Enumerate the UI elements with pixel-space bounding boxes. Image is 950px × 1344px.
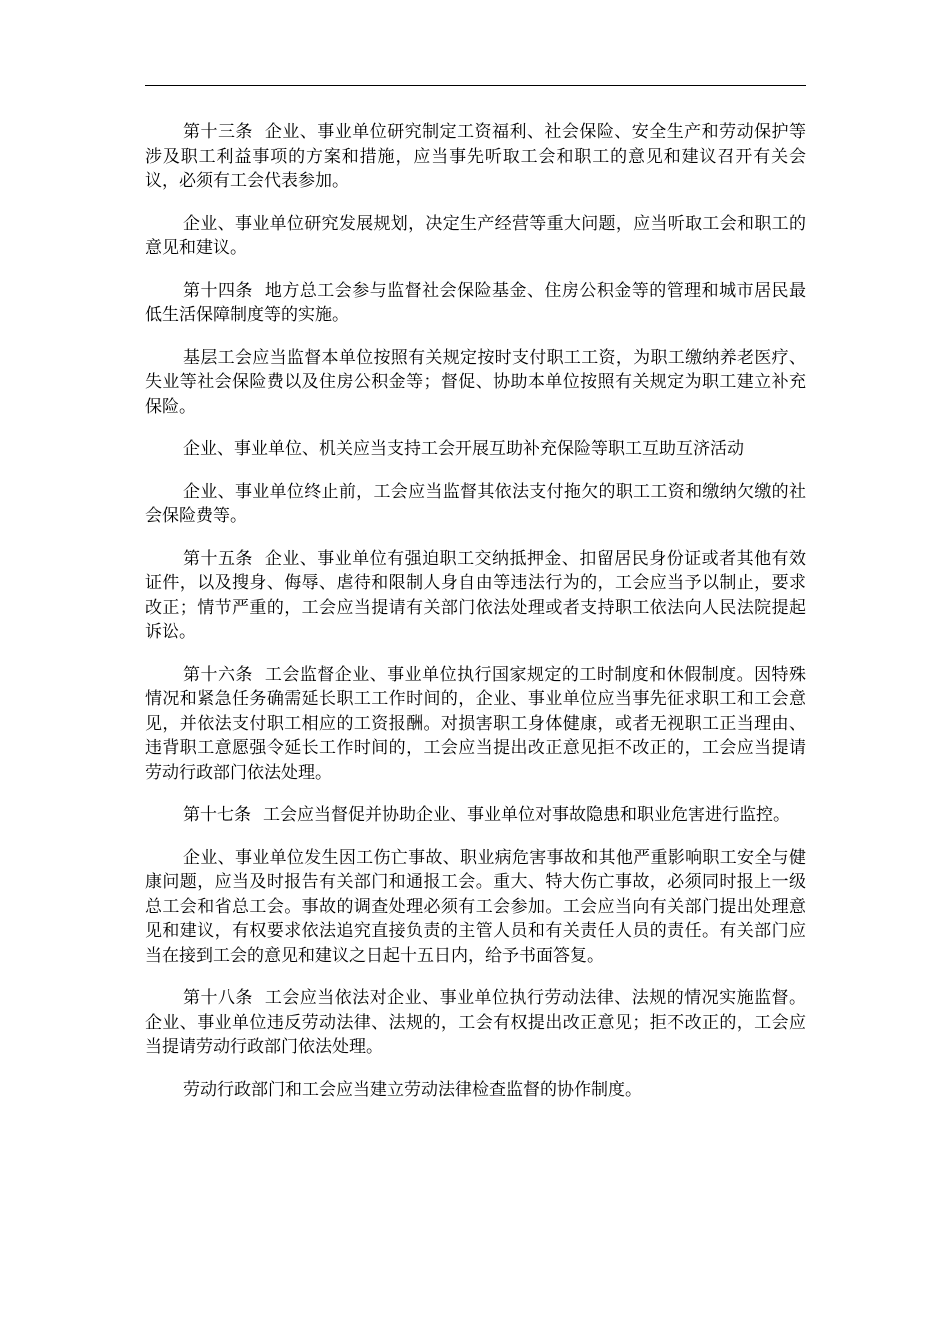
article-number: 第十七条 (183, 805, 251, 825)
article-number: 第十三条 (183, 122, 253, 142)
paragraph-text: 企业、事业单位研究发展规划，决定生产经营等重大问题，应当听取工会和职工的意见和建议。 (145, 213, 806, 258)
paragraph (145, 1078, 806, 1103)
paragraph-text: 基层工会应当监督本单位按照有关规定按时支付职工工资，为职工缴纳养老医疗、失业等社会保险费以及住房公积金等；督促、协助本单位按照有关规定为职工建立补充保险。 (145, 347, 806, 417)
header-rule (145, 85, 806, 86)
article-number: 第十六条 (183, 664, 253, 685)
paragraph (145, 986, 806, 1060)
paragraph (145, 437, 806, 462)
paragraph-text: 企业、事业单位、机关应当支持工会开展互助补充保险等职工互助互济活动 (183, 439, 744, 459)
paragraph (145, 279, 806, 328)
article-number: 第十八条 (183, 988, 253, 1008)
paragraph (145, 803, 806, 828)
paragraph (145, 212, 806, 261)
paragraph-text: 企业、事业单位有强迫职工交纳抵押金、扣留居民身份证或者其他有效证件，以及搜身、侮辱、虐待和限制人身自由等违法行为的，工会应当予以制止，要求改正；情节严重的，工会应当提请有关部门依法处理或者支持职工依法向人民法院提起诉讼。 (145, 548, 807, 642)
paragraph (145, 547, 806, 645)
paragraph (145, 346, 806, 420)
paragraph-text: 企业、事业单位发生因工伤亡事故、职业病危害事故和其他严重影响职工安全与健康问题，应当及时报告有关部门和通报工会。重大、特大伤亡事故，必须同时报上一级总工会和省总工会。事故的调查处理必须有工会参加。工会应当向有关部门提出处理意见和建议，有权要求依法追究直接负责的主管人员和有关责任人员的责任。有关部门应当在接到工会的意见和建议之日起十五日内，给予书面答复。 (145, 847, 806, 966)
paragraph-text: 工会监督企业、事业单位执行国家规定的工时制度和休假制度。因特殊情况和紧急任务确需延长职工工作时间的，企业、事业单位应当事先征求职工和工会意见，并依法支付职工相应的工资报酬。对损害职工身体健康，或者无视职工正当理由、违背职工意愿强令延长工作时间的，工会应当提出改正意见拒不改正的，工会应当提请劳动行政部门依法处理。 (145, 664, 807, 783)
paragraph-text: 劳动行政部门和工会应当建立劳动法律检查监督的协作制度。 (183, 1079, 642, 1100)
paragraph (145, 663, 806, 786)
paragraph-text: 工会应当督促并协助企业、事业单位对事故隐患和职业危害进行监控。 (263, 805, 790, 825)
article-number: 第十五条 (183, 548, 253, 569)
paragraph (145, 846, 806, 969)
paragraph-text: 地方总工会参与监督社会保险基金、住房公积金等的管理和城市居民最低生活保障制度等的实施。 (145, 280, 807, 325)
article-number: 第十四条 (183, 280, 253, 301)
paragraph (145, 480, 806, 529)
document-body (145, 120, 806, 1120)
paragraph (145, 120, 806, 194)
paragraph-text: 工会应当依法对企业、事业单位执行劳动法律、法规的情况实施监督。企业、事业单位违反劳动法律、法规的，工会有权提出改正意见；拒不改正的，工会应当提请劳动行政部门依法处理。 (145, 988, 807, 1057)
paragraph-text: 企业、事业单位研究制定工资福利、社会保险、安全生产和劳动保护等涉及职工利益事项的方案和措施，应当事先听取工会和职工的意见和建议召开有关会议，必须有工会代表参加。 (145, 122, 807, 191)
paragraph-text: 企业、事业单位终止前，工会应当监督其依法支付拖欠的职工工资和缴纳欠缴的社会保险费等。 (145, 481, 806, 526)
